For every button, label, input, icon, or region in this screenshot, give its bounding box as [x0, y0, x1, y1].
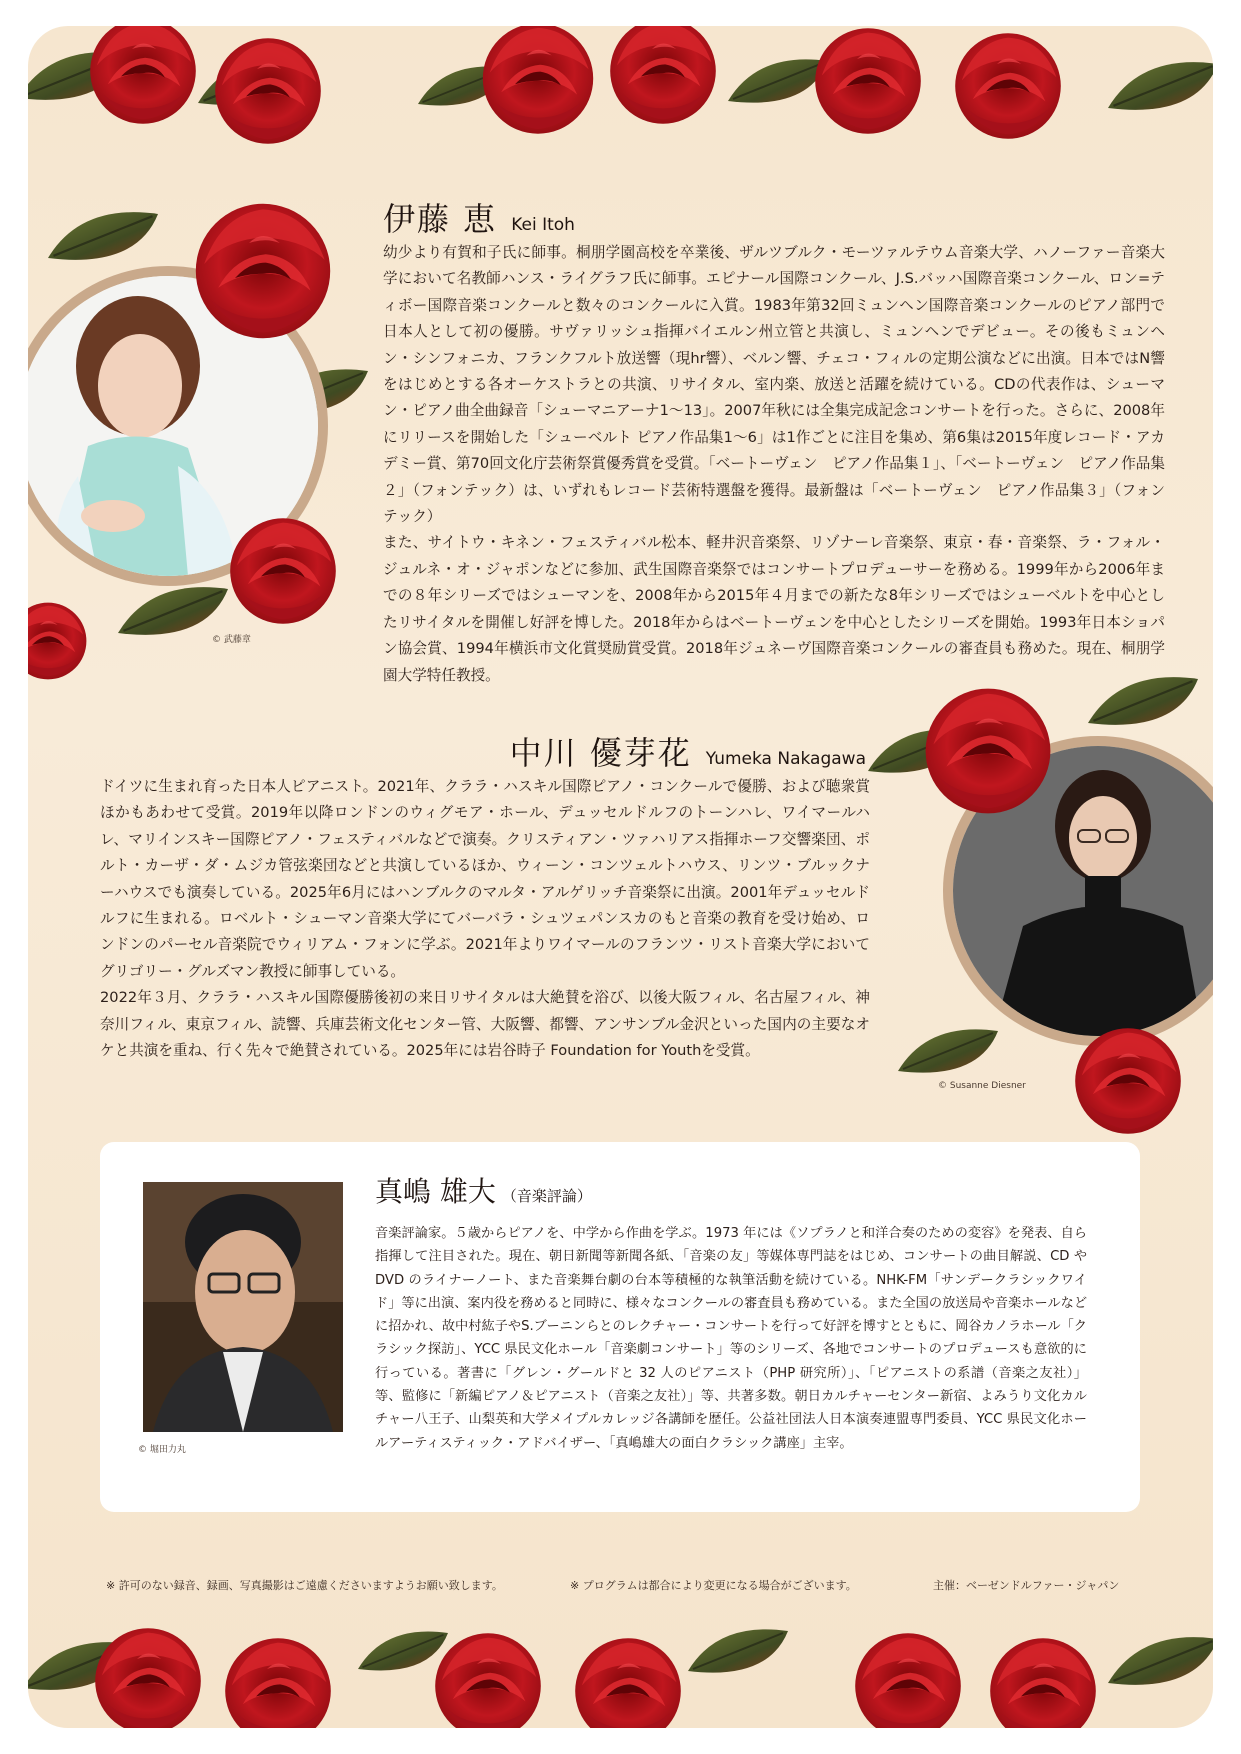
- leaf-decoration: [1088, 656, 1198, 746]
- rose-decoration: [608, 26, 718, 126]
- rose-decoration: [88, 1626, 208, 1728]
- rose-decoration: [808, 26, 928, 136]
- critic-name-jp: 真嶋 雄大: [375, 1175, 496, 1208]
- rose-decoration: [208, 36, 328, 146]
- leaf-decoration: [688, 1616, 788, 1686]
- pianist2-biography: [100, 774, 870, 1064]
- pianist1-name-jp: 伊藤 恵: [383, 200, 498, 238]
- critic-photo-credit: © 堀田力丸: [138, 1445, 186, 1455]
- rose-decoration: [568, 1636, 688, 1728]
- critic-portrait: [143, 1182, 343, 1432]
- pianist2-name-en: Yumeka Nakagawa: [705, 749, 866, 769]
- pianist1-bio-paragraph: また、サイトウ・キネン・フェスティバル松本、軽井沢音楽祭、リゾナーレ音楽祭、東京・春・音楽祭、ラ・フォル・ジュルネ・オ・ジャポンなどに参加、武生国際音楽祭ではコンサートプロデューサーを務める。1999年から2006年までの８年シリーズではシューマンを、2008年から2015年４月までの新たな8年シリーズではシューベルトを中心としたリサイタルを開催し好評を博した。2018年からはベートーヴェンを中心としたシリーズを開始。1993年日本ショパン協会賞、1994年横浜市文化賞奨励賞受賞。2018年ジュネーヴ国際音楽コンクールの審査員も務めた。現在、桐朋学園大学特任教授。: [383, 534, 1165, 684]
- rose-decoration: [948, 31, 1068, 141]
- rose-decoration: [478, 26, 598, 136]
- pianist1-biography: [383, 240, 1165, 689]
- pianist2-bio-paragraph: 2022年３月、クララ・ハスキル国際優勝後初の来日リサイタルは大絶賛を浴び、以後大阪フィル、名古屋フィル、神奈川フィル、東京フィル、読響、兵庫芸術文化センター管、大阪響、都響、アンサンブル金沢といった国内の主要なオケと共演を重ね、行く先々で絶賛されている。2025年には岩谷時子 Foundation for Youthを受賞。: [100, 989, 870, 1060]
- rose-decoration: [28, 586, 88, 696]
- pianist2-bio-paragraph: ドイツに生まれ育った日本人ピアニスト。2021年、クララ・ハスキル国際ピアノ・コンクールで優勝、および聴衆賞ほかもあわせて受賞。2019年以降ロンドンのウィグモア・ホール、デュッセルドルフのトーンハレ、ワイマールハレ、マリインスキー国際ピアノ・フェスティバルなどで演奏。クリスティアン・ツァハリアス指揮ホーフ交響楽団、ポルト・カーザ・ダ・ムジカ管弦楽団などと共演しているほか、ウィーン・コンツェルトハウス、リンツ・ブルックナーハウスでも演奏している。2025年6月にはハンブルクのマルタ・アルゲリッチ音楽祭に出演。2001年デュッセルドルフに生まれる。ロベルト・シューマン音楽大学にてバーバラ・シュツェパンスカのもと音楽の教育を受け始め、ロンドンのパーセル音楽院でウィリアム・フォンに学ぶ。2021年よりワイマールのフランツ・リスト音楽大学においてグリゴリー・グルズマン教授に師事している。: [100, 778, 870, 980]
- flyer-page: [28, 26, 1213, 1728]
- organizer-label: 主催：ベーゼンドルファー・ジャパン: [933, 1579, 1120, 1592]
- critic-role: （音楽評論）: [501, 1187, 592, 1205]
- recording-notice: ※ 許可のない録音、録画、写真撮影はご遠慮くださいますようお願い致します。: [106, 1579, 503, 1592]
- rose-decoration: [848, 1631, 968, 1728]
- rose-decoration: [218, 1636, 338, 1728]
- pianist2-name-jp: 中川 優芽花: [509, 734, 692, 772]
- pianist1-photo-credit: © 武藤章: [212, 635, 251, 645]
- pianist1-name: [383, 194, 575, 240]
- leaf-decoration: [1108, 46, 1213, 126]
- program-change-notice: ※ プログラムは都合により変更になる場合がございます。: [570, 1579, 857, 1592]
- rose-decoration: [188, 201, 338, 341]
- rose-decoration: [1068, 1026, 1188, 1136]
- critic-name: [375, 1170, 592, 1210]
- pianist2-name: [498, 728, 866, 774]
- rose-decoration: [88, 26, 198, 126]
- critic-biography: 音楽評論家。５歳からピアノを、中学から作曲を学ぶ。1973 年には《ソプラノと和洋合奏のための変容》を発表、自ら指揮して注目された。現在、朝日新聞等新聞各紙、「音楽の友」等媒体専門誌をはじめ、コンサートの曲目解説、CD や DVD のライナーノート、また音楽舞台劇の台本等積極的な執筆活動を続けている。NHK-FM「サンデークラシックワイド」等に出演、案内役を務めると同時に、様々なコンクールの審査員も務めている。また全国の放送局や音楽ホールなどに招かれ、故中村紘子やS.ブーニンらとのレクチャー・コンサートを行って好評を博すとともに、岡谷カノラホール「クラシック探訪」、YCC 県民文化ホール「音楽劇コンサート」等のシリーズ、各地でコンサートのプロデュースも意欲的に行っている。著書に「グレン・グールドと 32 人のピアニスト（PHP 研究所）」、「ピアニストの系譜（音楽之友社）」等、監修に「新編ピアノ＆ピアニスト（音楽之友社）」等、共著多数。朝日カルチャーセンター新宿、よみうり文化カルチャー八王子、山梨英和大学メイプルカレッジ各講師を歴任。公益社団法人日本演奏連盟専門委員、YCC 県民文化ホールアーティスティック・アドバイザー、「真嶋雄大の面白クラシック講座」主宰。: [375, 1226, 1087, 1451]
- pianist2-photo-credit: © Susanne Diesner: [938, 1081, 1026, 1091]
- leaf-decoration: [48, 196, 158, 276]
- rose-decoration: [983, 1636, 1103, 1728]
- rose-decoration: [223, 516, 343, 626]
- leaf-decoration: [898, 1016, 998, 1086]
- critic-profile-card: [100, 1142, 1140, 1512]
- leaf-decoration: [1108, 1621, 1213, 1701]
- rose-decoration: [918, 686, 1058, 816]
- pianist1-bio-paragraph: 幼少より有賀和子氏に師事。桐朋学園高校を卒業後、ザルツブルク・モーツァルテウム音楽大学、ハノーファー音楽大学において名教師ハンス・ライグラフ氏に師事。エピナール国際コンクール、J.S.バッハ国際音楽コンクール、ロン=ティボー国際音楽コンクールと数々のコンクールに入賞。1983年第32回ミュンヘン国際音楽コンクールのピアノ部門で日本人として初の優勝。サヴァリッシュ指揮バイエルン州立管と共演し、ミュンヘンでデビュー。その後もミュンヘン・シンフォニカ、フランクフルト放送響（現hr響）、ベルン響、チェコ・フィルの定期公演などに出演。日本ではN響をはじめとする各オーケストラとの共演、リサイタル、室内楽、放送と活躍を続けている。CDの代表作は、シューマン・ピアノ曲全曲録音「シューマニアーナ1〜13」。2007年秋には全集完成記念コンサートを行った。さらに、2008年にリリースを開始した「シューベルト ピアノ作品集1〜6」は1作ごとに注目を集め、第6集は2015年度レコード・アカデミー賞、第70回文化庁芸術祭賞優秀賞を受賞。「ベートーヴェン ピアノ作品集１」、「ベートーヴェン ピアノ作品集２」（フォンテック）は、いずれもレコード芸術特選盤を獲得。最新盤は「ベートーヴェン ピアノ作品集３」（フォンテック）: [383, 244, 1165, 526]
- rose-decoration: [428, 1631, 548, 1728]
- pianist1-name-en: Kei Itoh: [511, 215, 575, 235]
